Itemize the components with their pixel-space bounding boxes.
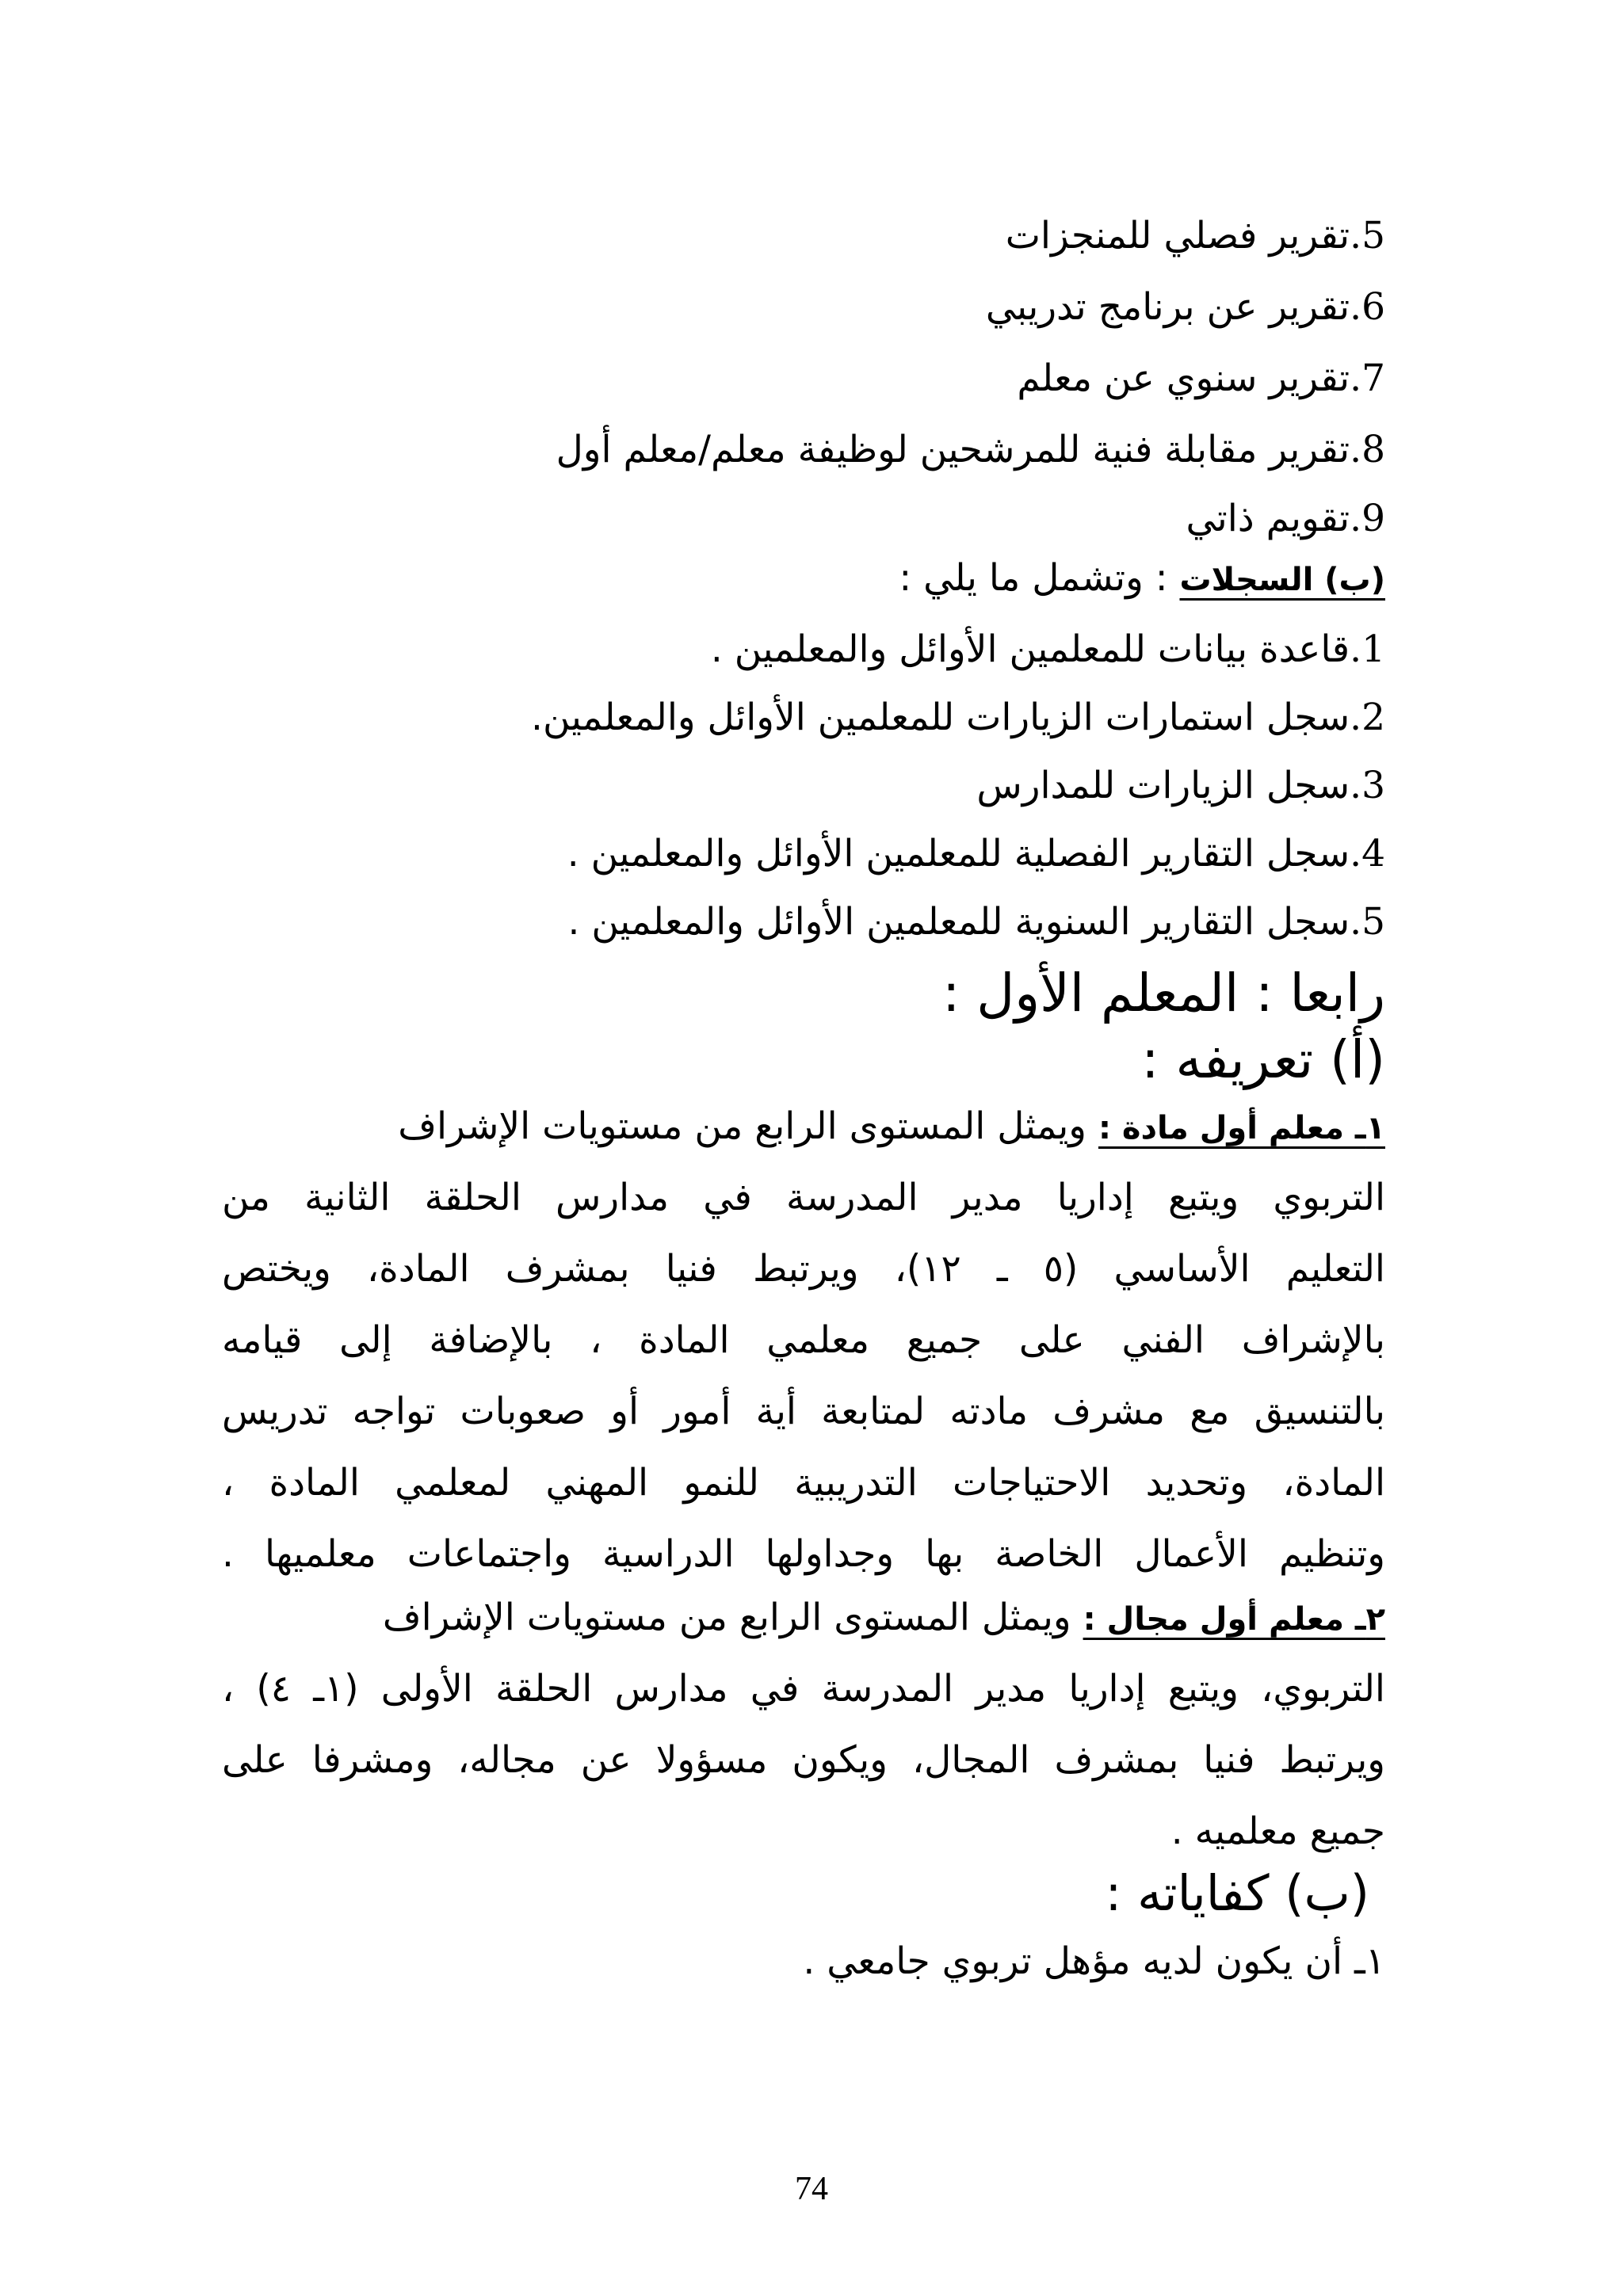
list-item: [222, 212, 1385, 260]
list-item-number: 6.: [1350, 285, 1385, 329]
paragraph-text: ويمثل المستوى الرابع من مستويات الإشراف: [398, 1104, 1098, 1148]
list-item-text: تقرير سنوي عن معلم: [1017, 357, 1350, 400]
list-item-number: 2.: [1350, 696, 1385, 739]
list-item-number: 9.: [1350, 497, 1385, 540]
list-item-number: 3.: [1350, 764, 1385, 807]
paragraph-line: التربوي ويتبع إداريا مدير المدرسة في مدارس الحلقة الثانية من: [222, 1176, 1385, 1219]
list-item-text: سجل التقارير السنوية للمعلمين الأوائل والمعلمين .: [567, 900, 1350, 944]
paragraph-line: جميع معلميه .: [1170, 1810, 1385, 1853]
section-title: رابعا : المعلم الأول :: [942, 963, 1385, 1024]
list-item-text: سجل استمارات الزيارات للمعلمين الأوائل والمعلمين.: [531, 696, 1350, 739]
list-item-number: 5.: [1350, 900, 1385, 944]
list-item-text: سجل التقارير الفصلية للمعلمين الأوائل والمعلمين .: [567, 832, 1350, 875]
list-item: [222, 284, 1385, 331]
paragraph-line: وتنظيم الأعمال الخاصة بها وجداولها الدراسية واجتماعات معلميها .: [222, 1532, 1385, 1576]
paragraph-line: ويرتبط فنيا بمشرف المجال، ويكون مسؤولا عن مجاله، ومشرفا على: [222, 1738, 1385, 1782]
paragraph-text: ويمثل المستوى الرابع من مستويات الإشراف: [382, 1596, 1083, 1639]
list-item: [222, 495, 1385, 543]
paragraph-line: المادة، وتحديد الاحتياجات التدريبية للنمو المهني لمعلمي المادة ،: [222, 1461, 1385, 1505]
records-heading: [222, 555, 1385, 604]
paragraph-line: [222, 1594, 1385, 1643]
paragraph-line: بالتنسيق مع مشرف مادته لمتابعة أية أمور أو صعوبات تواجه تدريس: [222, 1390, 1385, 1433]
list-item-number: 7.: [1350, 357, 1385, 400]
list-item-text: تقرير عن برنامج تدريبي: [985, 285, 1350, 329]
definition-heading: (أ) تعريفه :: [1141, 1029, 1385, 1090]
list-item-text: تقويم ذاتي: [1186, 497, 1350, 540]
list-item-text: سجل الزيارات للمدارس: [976, 764, 1350, 807]
paragraph-line: [222, 1103, 1385, 1152]
records-heading-text: : وتشمل ما يلي :: [899, 556, 1180, 600]
list-item-text: قاعدة بيانات للمعلمين الأوائل والمعلمين .: [710, 627, 1350, 671]
list-item: [222, 626, 1385, 673]
page-number: 74: [795, 2171, 828, 2207]
records-heading-label: (ب) السجلات: [1179, 562, 1385, 598]
list-item: [222, 694, 1385, 742]
list-item-text: تقرير مقابلة فنية للمرشحين لوظيفة معلم/معلم أول: [556, 428, 1350, 471]
list-item-text: تقرير فصلي للمنجزات: [1005, 214, 1350, 257]
list-item: [222, 426, 1385, 474]
paragraph-line: التربوي، ويتبع إداريا مدير المدرسة في مدارس الحلقة الأولى (١ـ ٤) ،: [222, 1667, 1385, 1711]
list-item: [222, 898, 1385, 946]
list-item: [222, 830, 1385, 878]
list-item-number: 5.: [1350, 214, 1385, 257]
list-item-number: 1.: [1350, 627, 1385, 671]
list-item-number: 8.: [1350, 428, 1385, 471]
subject-teacher-label: ١ـ معلم أول مادة :: [1098, 1110, 1385, 1146]
list-item: [222, 355, 1385, 402]
paragraph-line: بالإشراف الفني على جميع معلمي المادة ، بالإضافة إلى قيامه: [222, 1318, 1385, 1362]
list-item: [222, 762, 1385, 810]
list-item-number: 4.: [1350, 832, 1385, 875]
competencies-heading: (ب) كفاياته :: [1105, 1864, 1369, 1922]
competency-item: ١ـ أن يكون لديه مؤهل تربوي جامعي .: [803, 1939, 1385, 1983]
paragraph-line: التعليم الأساسي (٥ ـ ١٢)، ويرتبط فنيا بمشرف المادة، ويختص: [222, 1247, 1385, 1291]
field-teacher-label: ٢ـ معلم أول مجال :: [1083, 1601, 1385, 1638]
